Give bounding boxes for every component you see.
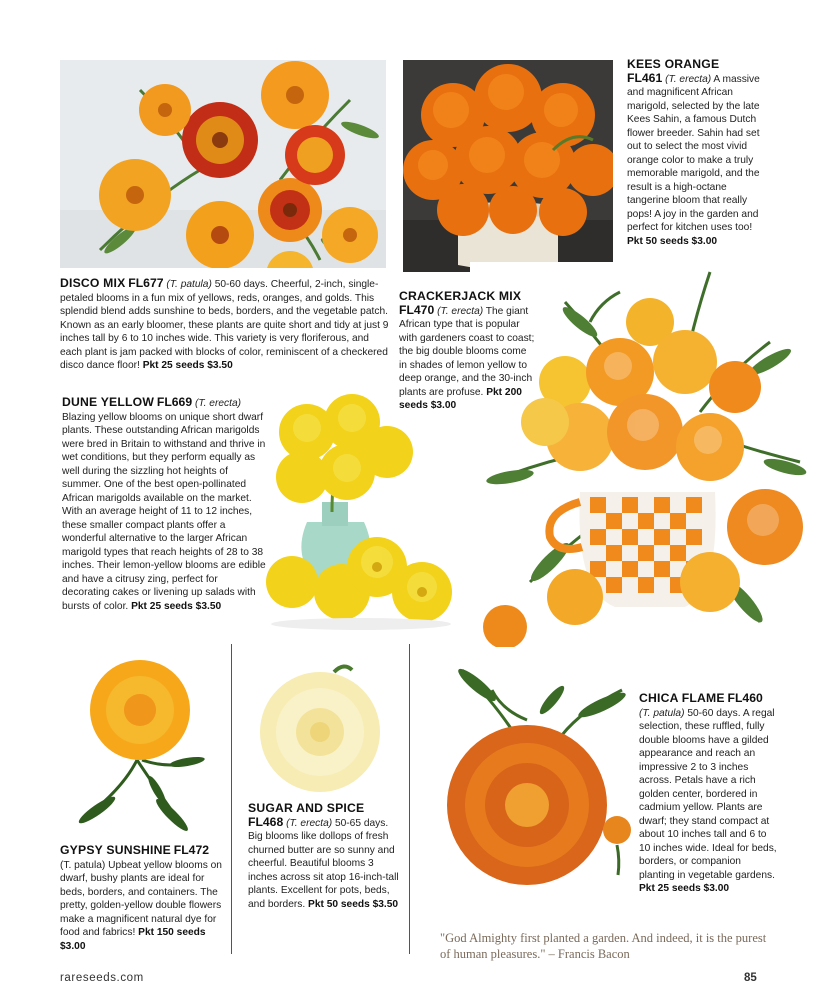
gypsy-sunshine-entry [60, 844, 226, 953]
chica-flame-name: CHICA FLAME [639, 691, 725, 705]
column-divider-right [409, 644, 410, 954]
chica-flame-species: (T. patula) [639, 707, 685, 719]
gypsy-sunshine-price: Pkt 150 seeds $3.00 [60, 927, 206, 952]
disco-mix-code: FL677 [128, 276, 164, 290]
kees-orange-description: A massive and magnificent African marigold, selected by the late Kees Sahin, a famous Dutch flower breeder. Sahin had set out to select the most vivid orange color to make a truly memorable marigold, and the result is a high-octane tangerine bloom that really pops! A joy in the garden and perfect for kitchen uses too! [627, 73, 760, 233]
dune-yellow-price: Pkt 25 seeds $3.50 [131, 600, 222, 612]
sugar-and-spice-price: Pkt 50 seeds $3.50 [308, 898, 399, 910]
dune-yellow-photo [262, 392, 460, 632]
sugar-and-spice-species: (T. erecta) [286, 817, 333, 829]
page-number: 85 [744, 972, 757, 984]
disco-mix-photo [60, 60, 386, 268]
sugar-and-spice-photo [244, 662, 396, 797]
chica-flame-description: 50-60 days. A regal selection, these ruffled, fully double blooms have a gilded appearance and reach an impressive 2 to 3 inches across. Petals have a rich golden center, bordered in cadmium yellow. Plants are dwarf; they stand compact at about 10 inches tall and 6 to 10 inches wide. Ideal for beds, borders, or companion planting in vegetable gardens. [639, 707, 777, 881]
gypsy-sunshine-description: Upbeat yellow blooms on dwarf, bushy plants are ideal for beds, borders, and containers. The pretty, golden-yellow double flowers make a magnificent natural dye for food and fabrics! [60, 859, 222, 938]
disco-mix-description: 50-60 days. Cheerful, 2-inch, single-petaled blooms in a fun mix of yellows, reds, oranges, and golds. This splendid blend adds sunshine to beds, borders, and the vegetable patch. Known as an early bloomer, these plants are quite short and tidy at just 9 inches tall by 6 to 10 inches wide. This variety is very floriferous, and each plant is jam packed with blocks of color, reminiscent of a checkered disco dance floor! [60, 279, 389, 371]
kees-orange-price: Pkt 50 seeds $3.00 [627, 235, 718, 247]
kees-orange-name: KEES ORANGE [627, 57, 720, 71]
footer-site-link[interactable]: rareseeds.com [60, 972, 144, 984]
francis-bacon-quote: "God Almighty first planted a garden. And indeed, it is the purest of human pleasures." – Francis Bacon [440, 931, 767, 961]
disco-mix-name: DISCO MIX [60, 276, 126, 290]
sugar-and-spice-name: SUGAR AND SPICE [248, 801, 365, 815]
dune-yellow-entry [62, 396, 266, 613]
dune-yellow-description: Blazing yellow blooms on unique short dwarf plants. These outstanding African marigolds were bred in Britain to withstand and thrive in wet conditions, but they perform equally as well during the sizzling hot heights of summer. One of the best open-pollinated African marigolds available on the market. With an average height of 11 to 12 inches, these smaller compact plants offer a wonderful alternative to the larger African marigold types that reach heights of 28 to 38 inches. Their lemon-yellow blooms are edible and have a citrusy zing, perfect for decorating cakes or livening up salads with bursts of color. [62, 411, 266, 612]
dune-yellow-code: FL669 [156, 395, 193, 409]
chica-flame-price: Pkt 25 seeds $3.00 [639, 883, 730, 894]
gypsy-sunshine-name: GYPSY SUNSHINE [60, 843, 171, 857]
crackerjack-mix-price: Pkt 200 seeds $3.00 [399, 386, 522, 411]
gypsy-sunshine-code: FL472 [173, 843, 210, 857]
crackerjack-mix-code: FL470 [399, 302, 435, 317]
column-divider-left [231, 644, 232, 954]
crackerjack-mix-entry [399, 290, 535, 413]
chica-flame-code: FL460 [727, 691, 763, 705]
kees-orange-entry [627, 58, 767, 248]
sugar-and-spice-description: 50-65 days. Big blooms like dollops of fresh churned butter are so sunny and cheerful. Beautiful blooms 3 inches across sit atop 16-inch-tall plants. Excellent for pots, beds, and borders. [248, 817, 399, 910]
kees-orange-photo [403, 60, 613, 272]
crackerjack-mix-description: The giant African type that is popular with gardeners coast to coast; the big double blooms come in shades of lemon yellow to deep orange, and the 30-inch plants are profuse. [399, 305, 535, 398]
sugar-and-spice-code: FL468 [248, 814, 284, 829]
disco-mix-entry [60, 277, 392, 373]
crackerjack-mix-name: CRACKERJACK MIX [399, 289, 522, 303]
chica-flame-entry [639, 692, 779, 896]
dune-yellow-name: DUNE YELLOW [62, 395, 155, 409]
chica-flame-photo [432, 660, 632, 900]
crackerjack-mix-species: (T. erecta) [437, 305, 484, 317]
kees-orange-code: FL461 [627, 70, 663, 85]
gypsy-sunshine-species: (T. patula) [60, 859, 106, 871]
disco-mix-price: Pkt 25 seeds $3.50 [142, 360, 233, 371]
kees-orange-species: (T. erecta) [665, 73, 712, 85]
dune-yellow-species: (T. erecta) [194, 398, 241, 409]
sugar-and-spice-entry [248, 802, 404, 911]
disco-mix-species: (T. patula) [166, 279, 212, 290]
gypsy-sunshine-photo [62, 650, 212, 840]
